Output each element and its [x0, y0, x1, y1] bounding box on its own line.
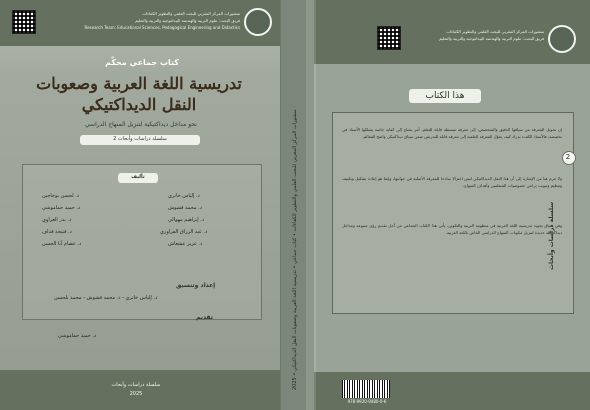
back-paragraph-1: إن تحويل المعرفة من سياقها الدقيق والمتخصص، إلى معرفة مبسطة قابلة للتعلم، أمر يحتاج إلى كفاية خاصة يمتلكها الأستاذ في تخصصه، فالأستاذ الكفء يدرك كيف يحوّل المعرفة العلمية إلى معرفة قابلة للتدريس ضمن سياق ديداكتيكي واضح المعالم.	[342, 127, 562, 139]
front-cover	[0, 0, 280, 410]
author-left-5: د. عصام أبا الحسن	[42, 241, 82, 247]
spine-highlight	[306, 0, 316, 410]
back-paragraph-2: ولا جرم هنا من الإشارة إلى أن هذا النقل الديداكتيكي ليس اختزالا ساذجا للمعرفة الأصلية في جوانبها، وإنما هو إعادة تشكيل وتكييف وتنظيم وتبويب يراعي خصوصيات المتعلمين وأهداف المنهاج.	[342, 176, 562, 188]
intro-name: د. حميد حماموشي	[58, 333, 97, 339]
footer-year: 2025	[129, 391, 143, 397]
author-right-4: د. عبد الرزاق الفزاوري	[160, 229, 208, 235]
intro-label: تقديم	[196, 314, 213, 321]
front-publisher-logo	[244, 8, 272, 36]
back-series-label: سلسلة دراسات وأبحاث	[548, 201, 555, 270]
front-publisher-subtitle: فريق البحث: علوم التربية والهندسة البيداغوجية والتربية والتعليم	[135, 18, 240, 23]
author-left-1: د. لحسن بوجاجين	[42, 193, 80, 199]
back-barcode	[342, 380, 390, 398]
book-subtitle: نحو مداخل ديداكتيكية لتنزيل المنهاج الدراسي	[85, 121, 197, 128]
front-header-band	[0, 0, 280, 46]
footer-series: سلسلة دراسات وأبحاث	[111, 382, 161, 388]
series-label: سلسلة دراسات وأبحاث	[117, 136, 167, 142]
author-right-3: د. إبراهيم مهوالي	[168, 217, 205, 223]
back-section-title: هذا الكتاب	[409, 89, 481, 103]
series-pill	[80, 135, 200, 145]
front-footer-band	[0, 370, 280, 410]
author-left-4: د. فتيحة قداف	[42, 229, 72, 235]
authors-label: تأليف	[118, 173, 158, 183]
author-left-2: د. حميد حماموشي	[42, 205, 81, 211]
book-title-line-1: تدريسية اللغة العربية وصعوبات	[36, 74, 242, 93]
author-right-5: د. عزيز عشعاش	[168, 241, 203, 247]
editors: د. إلياس خاتري - د. محمد قشوش - محمد بلحسن	[54, 295, 158, 301]
back-series-number: 2	[565, 153, 571, 161]
series-number: 2	[113, 136, 117, 142]
back-publisher-title: منشورات المركز المغربي للبحث العلمي والتطوير الكفاءات	[446, 29, 544, 34]
book-title-line-2: النقل الديداكتيكي	[81, 95, 197, 114]
author-right-2: د. محمد قشوش	[168, 205, 202, 211]
author-left-3: د. بدر العزاوي	[42, 217, 72, 223]
back-publisher-subtitle: فريق البحث: علوم التربية والهندسة البيداغوجية والتربية والتعليم	[439, 36, 544, 41]
back-isbn: 978-9920-9480-0-6	[347, 399, 387, 404]
front-publisher-english: Research Team: Educational Sciences, Pedagogical Engineering and Didactics	[84, 25, 240, 30]
spine-text: منشورات المركز المغربي للبحث العلمي والتطوير الكفاءات • كتاب جماعي • تدريسية اللغة العربية وصعوبات النقل الديداكتيكي • 2025	[292, 109, 298, 390]
book-type: كتاب جماعي محكّم	[105, 58, 179, 67]
editing-label: إعداد وتنسيق	[176, 282, 216, 289]
back-publisher-logo	[548, 25, 576, 53]
front-publisher-title: منشورات المركز المغربي للبحث العلمي والتطوير الكفاءات	[142, 11, 240, 16]
front-qr-code	[12, 10, 36, 34]
back-qr-code	[377, 26, 401, 50]
back-description-box	[332, 112, 574, 314]
author-right-1: د. إلياس خاتري	[168, 193, 200, 199]
back-paragraph-3: وفي سياق تجويد تدريسية اللغة العربية في منظومة التربية والتكوين، يأتي هذا الكتاب الجماعي من أجل تقديم رؤى متنوعة ومداخل ديداكتيكية جديدة لتنزيل مكونات المنهاج الدراسي الخاص باللغة العربية.	[342, 223, 562, 235]
